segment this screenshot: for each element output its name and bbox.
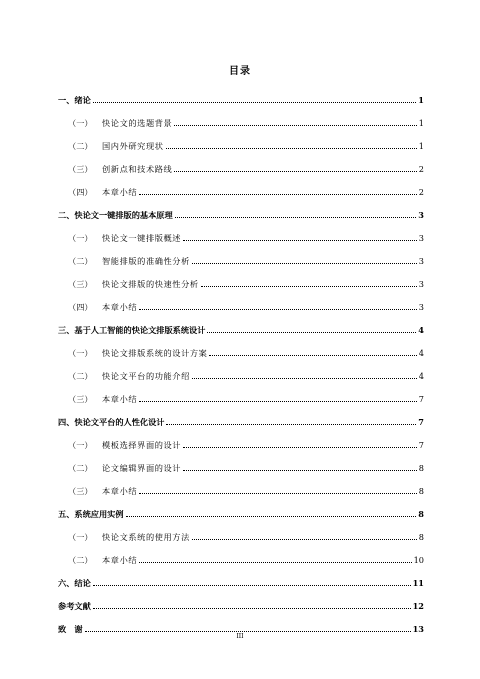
toc-entry-section[interactable] <box>58 266 424 289</box>
toc-entry-number: 五、 <box>58 509 75 519</box>
toc-entry-label: 快论文一键排版的基本原理 <box>74 210 173 220</box>
toc-entry-number: （二） <box>68 141 93 151</box>
toc-entry-number: （一） <box>68 440 93 450</box>
toc-entry-section[interactable] <box>58 151 424 174</box>
toc-entry-label: 快论文排版系统的设计方案 <box>102 348 208 358</box>
toc-entry-chapter-1[interactable] <box>58 82 424 105</box>
toc-entry-acknowledgements[interactable] <box>58 611 424 634</box>
dot-leader <box>201 286 417 287</box>
toc-entry-section[interactable] <box>58 519 424 542</box>
toc-entry-number: （二） <box>68 463 93 473</box>
toc-entry-label: 结论 <box>74 578 91 588</box>
toc-entry-section[interactable] <box>58 105 424 128</box>
toc-entry-number: （三） <box>68 279 93 289</box>
toc-entry-page: 3 <box>418 210 424 220</box>
toc-entry-page: 8 <box>418 532 424 542</box>
toc-entry-section[interactable] <box>58 289 424 312</box>
dot-leader <box>174 125 416 126</box>
toc-entry-label: 本章小结 <box>102 302 138 312</box>
dot-leader <box>192 378 417 379</box>
toc-entry-section[interactable] <box>58 542 424 565</box>
toc-entry-page: 1 <box>418 141 424 151</box>
toc-entry-section[interactable] <box>58 243 424 266</box>
toc-entry-label: 快论文平台的功能介绍 <box>102 371 190 381</box>
toc-entry-page: 10 <box>413 555 424 565</box>
toc-entry-section[interactable] <box>58 335 424 358</box>
toc-entry-page: 3 <box>418 302 424 312</box>
dot-leader <box>174 171 416 172</box>
toc-entry-label: 参考文献 <box>58 601 91 611</box>
toc-entry-section[interactable] <box>58 358 424 381</box>
toc-entry-page: 4 <box>418 371 424 381</box>
toc-entry-section[interactable] <box>58 174 424 197</box>
toc-entry-label: 快论文排版的快速性分析 <box>102 279 199 289</box>
toc-entry-page: 3 <box>418 233 424 243</box>
toc-entry-number: 三、 <box>58 325 75 335</box>
dot-leader <box>183 240 417 241</box>
toc-entry-section[interactable] <box>58 473 424 496</box>
dot-leader <box>166 148 417 149</box>
toc-entry-page: 3 <box>418 256 424 266</box>
toc-entry-number: （三） <box>68 486 93 496</box>
toc-entry-section[interactable] <box>58 381 424 404</box>
toc-entry-page: 2 <box>418 187 424 197</box>
toc-entry-number: （四） <box>68 302 93 312</box>
toc-entry-label: 快论文平台的人性化设计 <box>74 417 165 427</box>
dot-leader <box>192 539 417 540</box>
dot-leader <box>93 608 411 609</box>
dot-leader <box>166 424 416 425</box>
dot-leader <box>139 194 417 195</box>
toc-entry-number: 六、 <box>58 578 75 588</box>
dot-leader <box>139 562 411 563</box>
toc-title: 目录 <box>229 66 251 77</box>
dot-leader <box>139 493 417 494</box>
toc-entry-label: 致 谢 <box>58 624 83 634</box>
dot-leader <box>93 102 417 103</box>
toc-entry-page: 13 <box>412 624 424 634</box>
toc-entry-page: 12 <box>412 601 424 611</box>
dot-leader <box>192 263 417 264</box>
toc-entry-number: （一） <box>68 348 93 358</box>
toc-entry-section[interactable] <box>58 450 424 473</box>
dot-leader <box>209 355 416 356</box>
toc-entry-label: 本章小结 <box>102 394 138 404</box>
toc-entry-label: 本章小结 <box>102 187 138 197</box>
dot-leader <box>139 401 417 402</box>
toc-entry-label: 论文编辑界面的设计 <box>102 463 182 473</box>
toc-entry-section[interactable] <box>58 220 424 243</box>
toc-entry-label: 绪论 <box>74 95 91 105</box>
toc-entry-number: （一） <box>68 233 93 243</box>
table-of-contents <box>58 82 424 634</box>
toc-entry-number: （一） <box>68 532 93 542</box>
dot-leader <box>175 217 417 218</box>
toc-entry-page: 7 <box>418 394 424 404</box>
toc-entry-page: 7 <box>418 417 424 427</box>
toc-entry-label: 快论文一键排版概述 <box>102 233 182 243</box>
toc-entry-chapter-3[interactable] <box>58 312 424 335</box>
toc-entry-chapter-6[interactable] <box>58 565 424 588</box>
toc-entry-number: （四） <box>68 187 93 197</box>
dot-leader <box>183 447 417 448</box>
toc-entry-page: 8 <box>418 486 424 496</box>
toc-entry-section[interactable] <box>58 128 424 151</box>
toc-entry-number: 四、 <box>58 417 75 427</box>
toc-entry-label: 国内外研究现状 <box>102 141 164 151</box>
toc-entry-label: 创新点和技术路线 <box>102 164 173 174</box>
toc-entry-section[interactable] <box>58 427 424 450</box>
toc-entry-page: 1 <box>418 95 424 105</box>
toc-entry-chapter-5[interactable] <box>58 496 424 519</box>
toc-entry-chapter-2[interactable] <box>58 197 424 220</box>
toc-entry-page: 7 <box>418 440 424 450</box>
toc-entry-number: （三） <box>68 164 93 174</box>
toc-entry-label: 本章小结 <box>102 555 138 565</box>
toc-entry-label: 系统应用实例 <box>74 509 124 519</box>
dot-leader <box>207 332 416 333</box>
page-number-footer: III <box>236 633 244 640</box>
toc-entry-number: （一） <box>68 118 93 128</box>
toc-entry-label: 模板选择界面的设计 <box>102 440 182 450</box>
toc-entry-label: 智能排版的准确性分析 <box>102 256 190 266</box>
toc-entry-references[interactable] <box>58 588 424 611</box>
toc-entry-page: 4 <box>418 348 424 358</box>
dot-leader <box>126 516 417 517</box>
toc-entry-page: 2 <box>418 164 424 174</box>
toc-entry-number: 一、 <box>58 95 75 105</box>
toc-entry-page: 1 <box>418 118 424 128</box>
toc-entry-number: 二、 <box>58 210 75 220</box>
dot-leader <box>85 631 411 632</box>
toc-entry-number: （二） <box>68 371 93 381</box>
toc-entry-page: 4 <box>418 325 424 335</box>
dot-leader <box>93 585 411 586</box>
toc-entry-label: 本章小结 <box>102 486 138 496</box>
dot-leader <box>183 470 417 471</box>
toc-entry-label: 基于人工智能的快论文排版系统设计 <box>74 325 206 335</box>
dot-leader <box>139 309 417 310</box>
toc-entry-page: 8 <box>418 509 424 519</box>
toc-entry-page: 11 <box>412 578 424 588</box>
toc-entry-chapter-4[interactable] <box>58 404 424 427</box>
toc-entry-label: 快论文系统的使用方法 <box>102 532 190 542</box>
toc-entry-number: （二） <box>68 555 93 565</box>
toc-entry-label: 快论文的选题背景 <box>102 118 173 128</box>
toc-entry-number: （三） <box>68 394 93 404</box>
toc-entry-number: （二） <box>68 256 93 266</box>
toc-entry-page: 8 <box>418 463 424 473</box>
toc-entry-page: 3 <box>418 279 424 289</box>
